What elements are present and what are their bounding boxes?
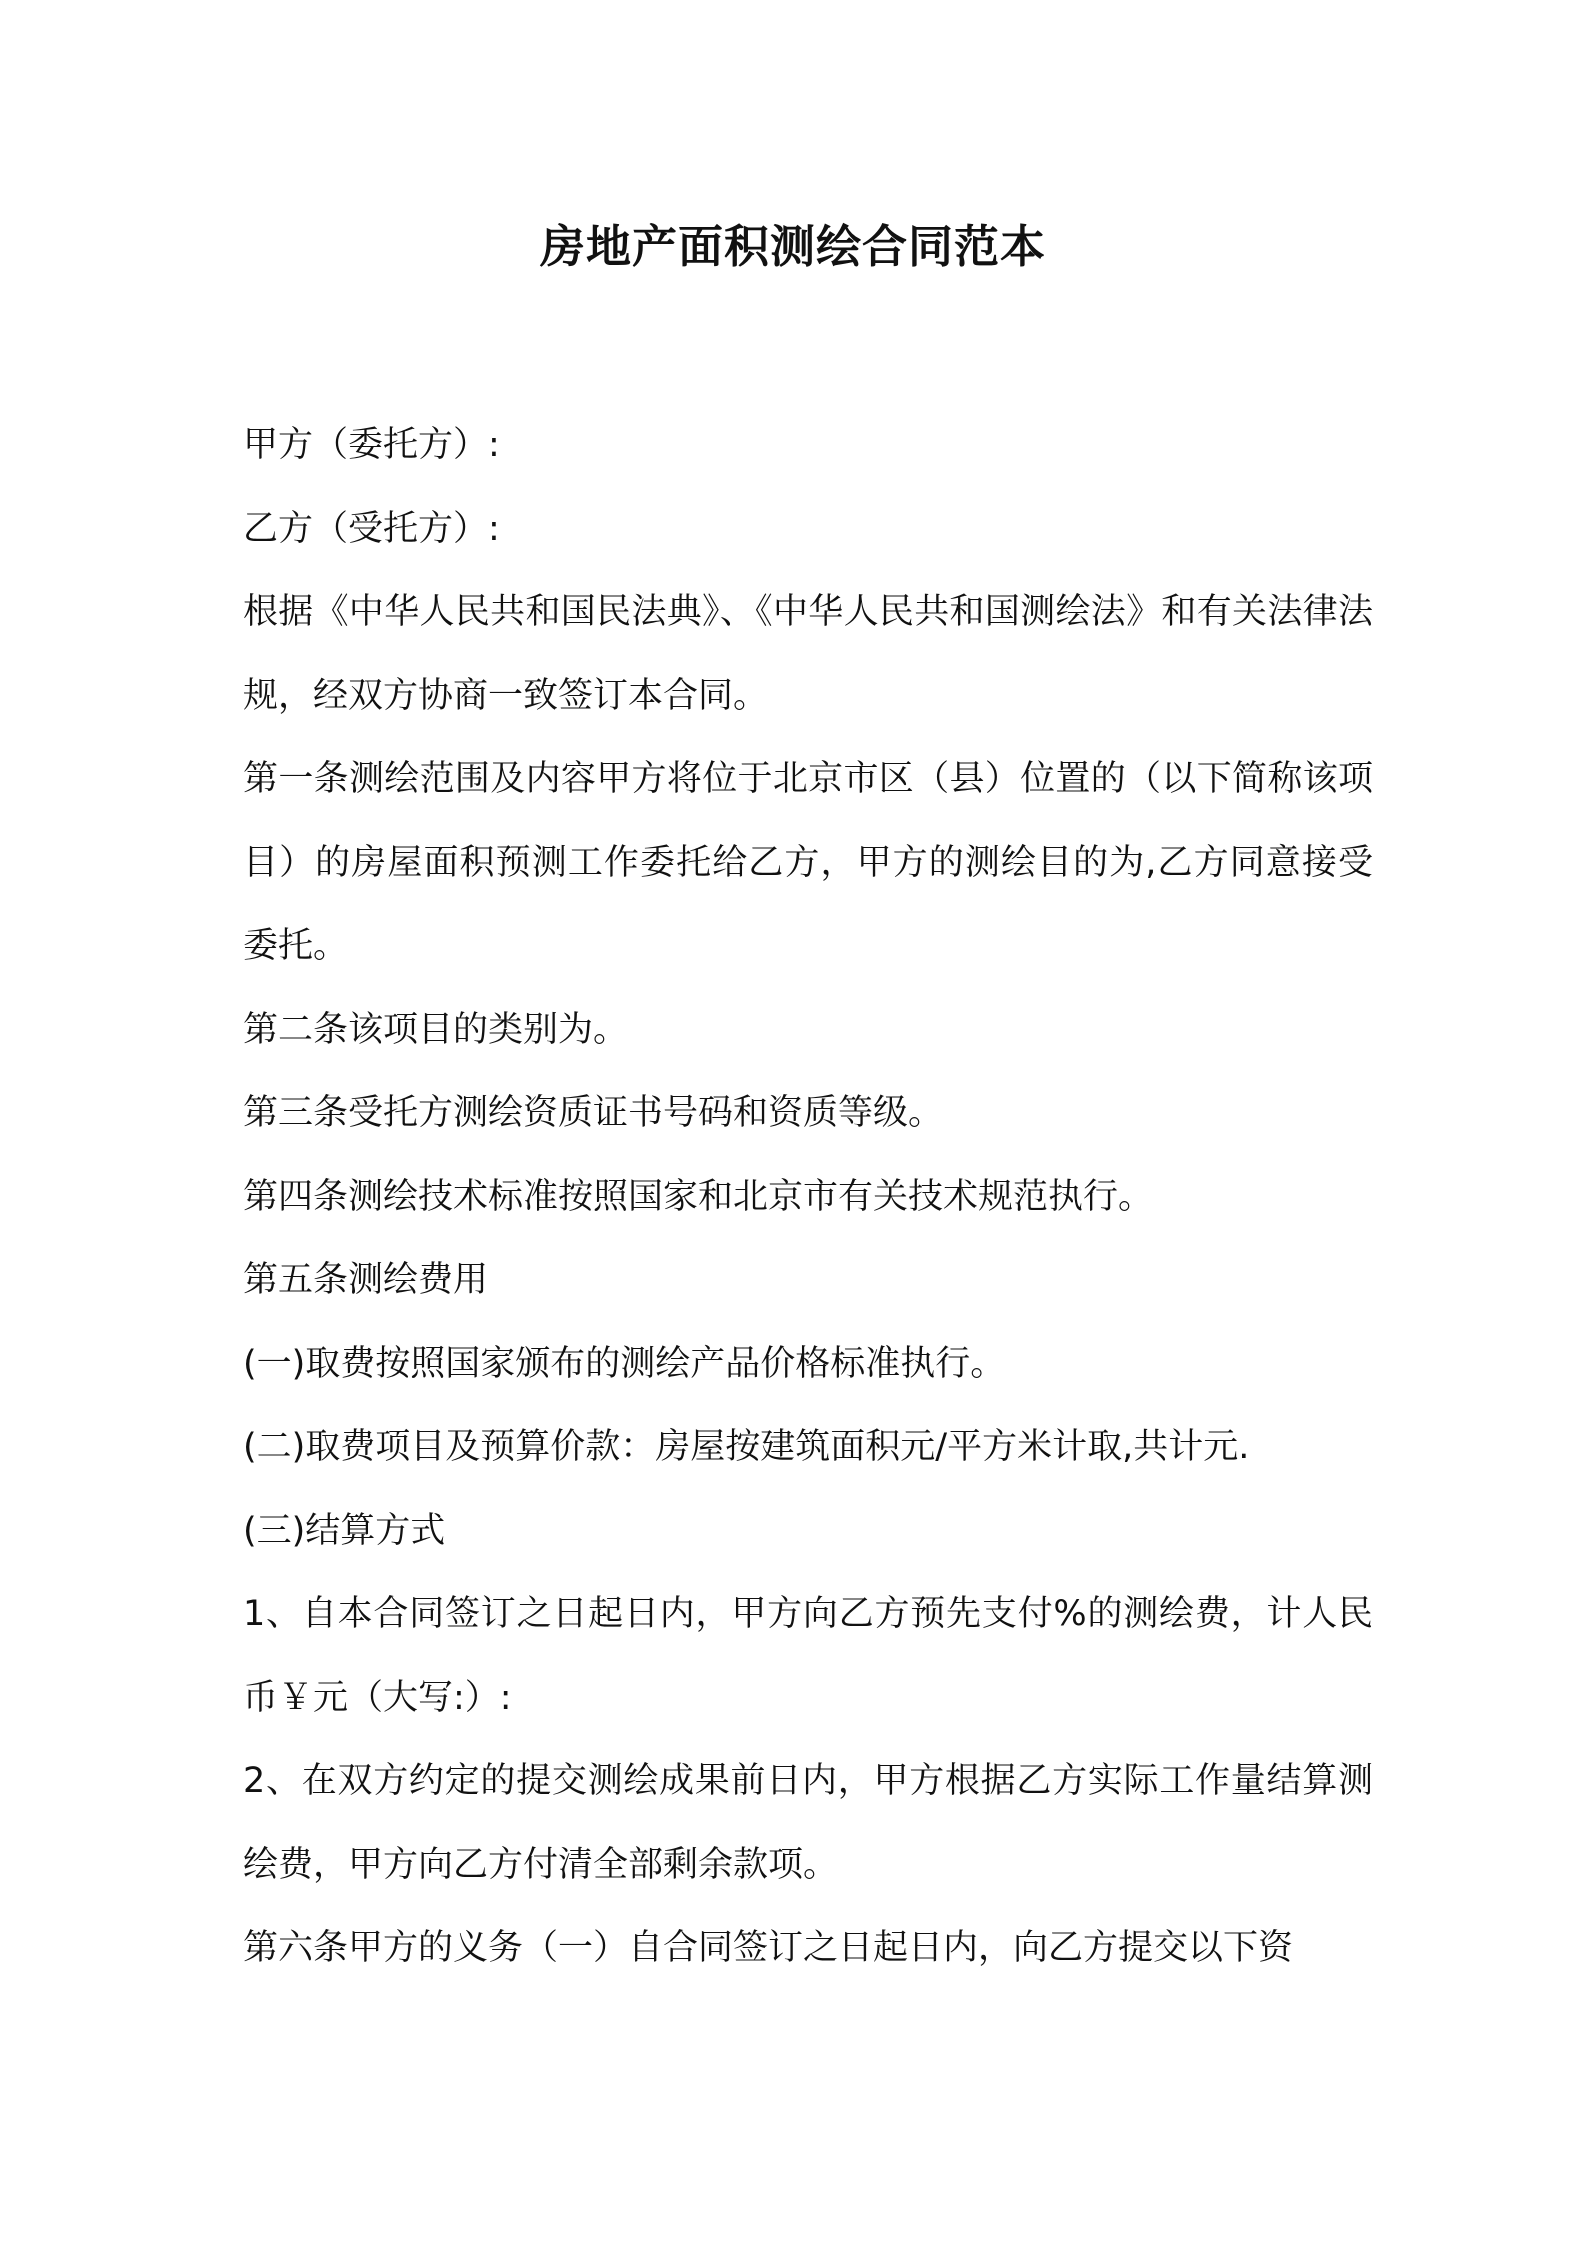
article-5-item-3: (三)结算方式 <box>243 1510 446 1551</box>
preamble-paragraph: 根据《中华人民共和国民法典》、《中华人民共和国测绘法》和有关法律法规，经双方协商一致签订本合同。 <box>243 592 1373 716</box>
article-6-paragraph: 第六条甲方的义务（一）自合同签订之日起日内，向乙方提交以下资 <box>243 1928 1294 1968</box>
document-body <box>243 404 1373 1991</box>
article-5-item-2: (二)取费项目及预算价款：房屋按建筑面积元/平方米计取,共计元. <box>243 1427 1250 1467</box>
settlement-clause-1: 1、自本合同签订之日起日内，甲方向乙方预先支付%的测绘费，计人民币￥元（大写:）: <box>243 1594 1373 1718</box>
article-4-paragraph: 第四条测绘技术标准按照国家和北京市有关技术规范执行。 <box>243 1176 1154 1217</box>
article-5-heading: 第五条测绘费用 <box>243 1260 489 1300</box>
article-2-paragraph: 第二条该项目的类别为。 <box>243 1009 629 1050</box>
document-title: 房地产面积测绘合同范本 <box>539 220 1046 273</box>
party-b-line: 乙方（受托方）: <box>243 508 500 549</box>
article-3-paragraph: 第三条受托方测绘资质证书号码和资质等级。 <box>243 1093 944 1133</box>
article-1-paragraph: 第一条测绘范围及内容甲方将位于北京市区（县）位置的（以下简称该项目）的房屋面积预测工作委托给乙方，甲方的测绘目的为,乙方同意接受委托。 <box>243 759 1373 966</box>
party-a-line: 甲方（委托方）: <box>243 425 500 465</box>
article-5-item-1: (一)取费按照国家颁布的测绘产品价格标准执行。 <box>243 1343 1006 1384</box>
settlement-clause-2: 2、在双方约定的提交测绘成果前日内，甲方根据乙方实际工作量结算测绘费，甲方向乙方付清全部剩余款项。 <box>243 1761 1373 1885</box>
